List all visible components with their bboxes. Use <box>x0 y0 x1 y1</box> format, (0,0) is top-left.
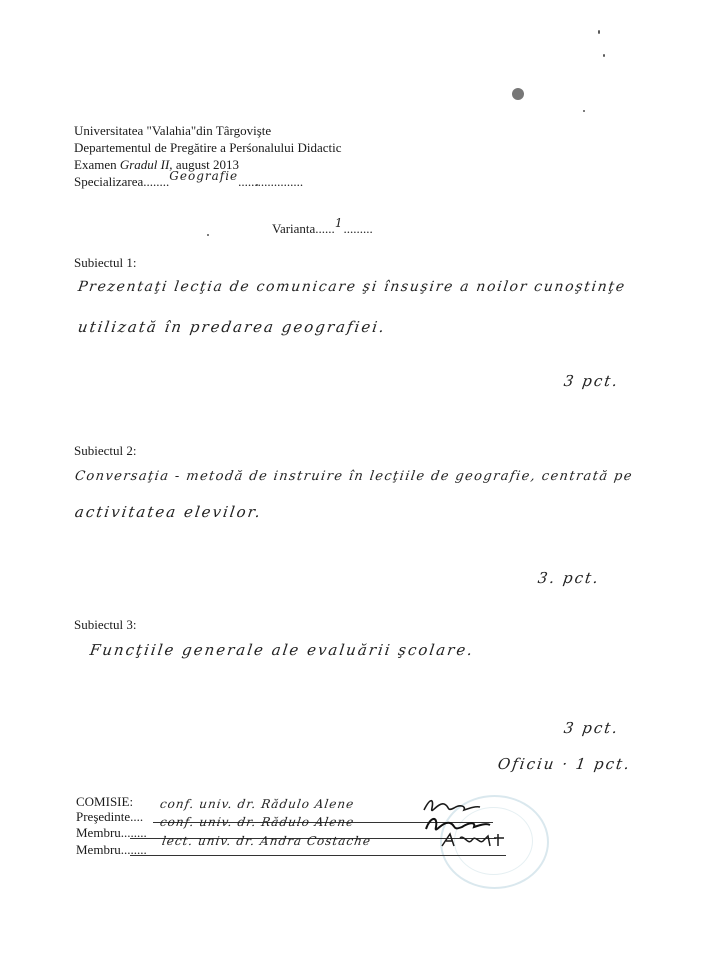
exam-date: august 2013 <box>172 157 240 172</box>
commission-title: COMISIE: <box>76 794 134 809</box>
commission-member-1-name: conf. univ. dr. Rădulo Alene <box>159 815 356 829</box>
commission-president-role: Preşedinte <box>76 809 131 824</box>
specialization-value: Geografie <box>169 169 239 183</box>
subject-3-points: 3 pct. <box>562 719 621 737</box>
subject-1-title: Subiectul 1: <box>74 255 137 270</box>
commission-member-2-line <box>130 855 506 856</box>
variant-dots: ......... <box>343 221 373 236</box>
scan-speck <box>207 234 209 236</box>
scan-speck <box>603 54 605 57</box>
commission-member-1-role: Membru <box>76 825 121 840</box>
subject-3-title: Subiectul 3: <box>74 617 137 632</box>
subject-3-text: Funcţiile generale ale evaluării şcolare. <box>88 641 476 659</box>
subject-2-points: 3. pct. <box>536 569 602 587</box>
subject-2-text-line-1: Conversaţia - metodă de instruire în lecţiile de geografie, centrată pe <box>73 469 634 484</box>
commission-president-row <box>76 809 143 824</box>
variant-label: Varianta...... <box>272 221 335 236</box>
subject-2-title: Subiectul 2: <box>74 443 137 458</box>
commission-member-2-name: lect. univ. dr. Andra Costache <box>161 834 372 848</box>
specialization-dots: .................... <box>238 174 304 189</box>
scan-speck <box>583 110 585 112</box>
variant-line <box>272 216 373 237</box>
department-name: Departementul de Pregătire a Perśonalului Didactic <box>74 140 342 155</box>
commission-member-2-role: Membru <box>76 842 121 857</box>
commission-president-name: conf. univ. dr. Rădulo Alene <box>159 797 356 811</box>
exam-prefix: Examen <box>74 157 120 172</box>
commission-member-1-dots: ........ <box>120 825 147 840</box>
oficiu-points: Oficiu · 1 pct. <box>496 755 633 773</box>
subject-2-text-line-2: activitatea elevilor. <box>73 503 264 521</box>
scan-speck <box>598 30 600 34</box>
commission-member-2-signature <box>438 830 508 852</box>
specialization-line <box>74 169 304 190</box>
scan-speck <box>512 88 524 100</box>
specialization-label: Specializarea........ <box>74 174 170 189</box>
subject-1-text-line-2: utilizată în predarea geografiei. <box>76 318 388 336</box>
commission-president-dots: .... <box>130 809 144 824</box>
variant-value: 1 <box>334 216 344 230</box>
subject-1-text-line-1: Prezentaţi lecţia de comunicare şi însuşire a noilor cunoştinţe <box>76 279 627 295</box>
exam-grade: Gradul II, <box>119 157 173 172</box>
university-name: Universitatea "Valahia"din Târgovişte <box>74 123 272 138</box>
commission-member-2-dots: ........ <box>120 842 147 857</box>
subject-1-points: 3 pct. <box>562 372 621 390</box>
